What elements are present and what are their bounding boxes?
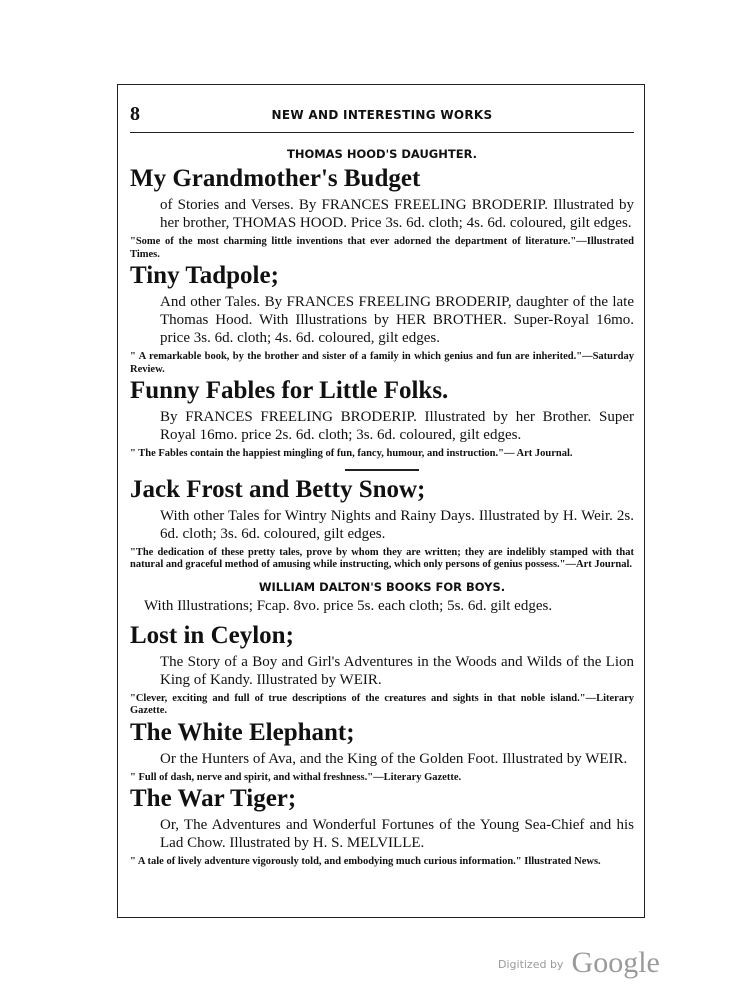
book-review-quote: " A tale of lively adventure vigorously told, and embodying much curious information." Illustrated News. [130, 856, 601, 867]
book-entry [130, 164, 634, 261]
book-entry [130, 784, 634, 869]
book-title: Lost in Ceylon; [130, 621, 294, 649]
book-description: Or, The Adventures and Wonderful Fortunes of the Young Sea-Chief and his Lad Chow. Illustrated by H. S. MELVILLE. [160, 817, 634, 851]
book-review-quote: "Some of the most charming little inventions that ever adorned the department of literature."—Illustrated Times. [130, 236, 634, 260]
book-title: Jack Frost and Betty Snow; [130, 475, 426, 503]
book-review-quote: " Full of dash, nerve and spirit, and withal freshness."—Literary Gazette. [130, 771, 462, 783]
book-review-quote: "Clever, exciting and full of true descriptions of the creatures and sights in that noble island."—Literary Gazette. [130, 692, 634, 716]
page-header [130, 103, 634, 127]
section-heading-hood: THOMAS HOOD'S DAUGHTER. [286, 147, 478, 161]
series-price-note: With Illustrations; Fcap. 8vo. price 5s. each cloth; 5s. 6d. gilt edges. [144, 597, 553, 614]
book-title: Tiny Tadpole; [130, 262, 279, 289]
book-description: The Story of a Boy and Girl's Adventures in the Woods and Wilds of the Lion King of Kandy. Illustrated by WEIR. [160, 653, 634, 688]
digitized-watermark [498, 946, 660, 980]
book-review-quote: "The dedication of these pretty tales, prove by whom they are written; they are indelibly stamped with that natural and graceful method of amusing while instructing, which only persons of genius possess."—Art Journal. [130, 546, 634, 570]
book-title: The War Tiger; [130, 785, 297, 812]
book-review-quote: " The Fables contain the happiest mingling of fun, fancy, humour, and instruction."— Art Journal. [130, 448, 573, 459]
book-title: The White Elephant; [130, 718, 355, 746]
header-rule [130, 132, 634, 133]
book-description: And other Tales. By FRANCES FREELING BRODERIP, daughter of the late Thomas Hood. With Illustrations by HER BROTHER. Super-Royal 16mo. price 3s. 6d. cloth; 4s. 6d. coloured, gilt edges. [160, 294, 634, 346]
digitized-label: Digitized by [498, 958, 564, 971]
book-title: Funny Fables for Little Folks. [130, 377, 449, 404]
book-description: of Stories and Verses. By FRANCES FREELING BRODERIP. Illustrated by her brother, THOMAS HOOD. Price 3s. 6d. cloth; 4s. 6d. coloured, gilt edges. [160, 197, 634, 231]
section-divider [345, 469, 419, 471]
book-title: My Grandmother's Budget [130, 165, 421, 192]
page-content [130, 147, 634, 869]
google-logo: Google [571, 946, 660, 979]
book-description: With other Tales for Wintry Nights and Rainy Days. Illustrated by H. Weir. 2s. 6d. cloth; 3s. 6d. coloured, gilt edges. [160, 507, 634, 542]
book-description: By FRANCES FREELING BRODERIP. Illustrated by her Brother. Super Royal 16mo. price 2s. 6d. cloth; 3s. 6d. coloured, gilt edges. [160, 409, 634, 443]
page-frame [117, 84, 645, 918]
book-entry [130, 621, 634, 718]
book-entry [130, 718, 634, 785]
running-title: NEW AND INTERESTING WORKS [271, 108, 493, 122]
page-number: 8 [130, 103, 140, 125]
book-review-quote: " A remarkable book, by the brother and sister of a family in which genius and fun are inherited."—Saturday Review. [130, 351, 634, 375]
book-entry [130, 261, 634, 376]
book-description: Or the Hunters of Ava, and the King of the Golden Foot. Illustrated by WEIR. [160, 750, 628, 767]
book-entry [130, 475, 634, 572]
section-heading-dalton: WILLIAM DALTON'S BOOKS FOR BOYS. [258, 579, 506, 594]
spacer [130, 572, 634, 580]
book-entry [130, 376, 634, 461]
